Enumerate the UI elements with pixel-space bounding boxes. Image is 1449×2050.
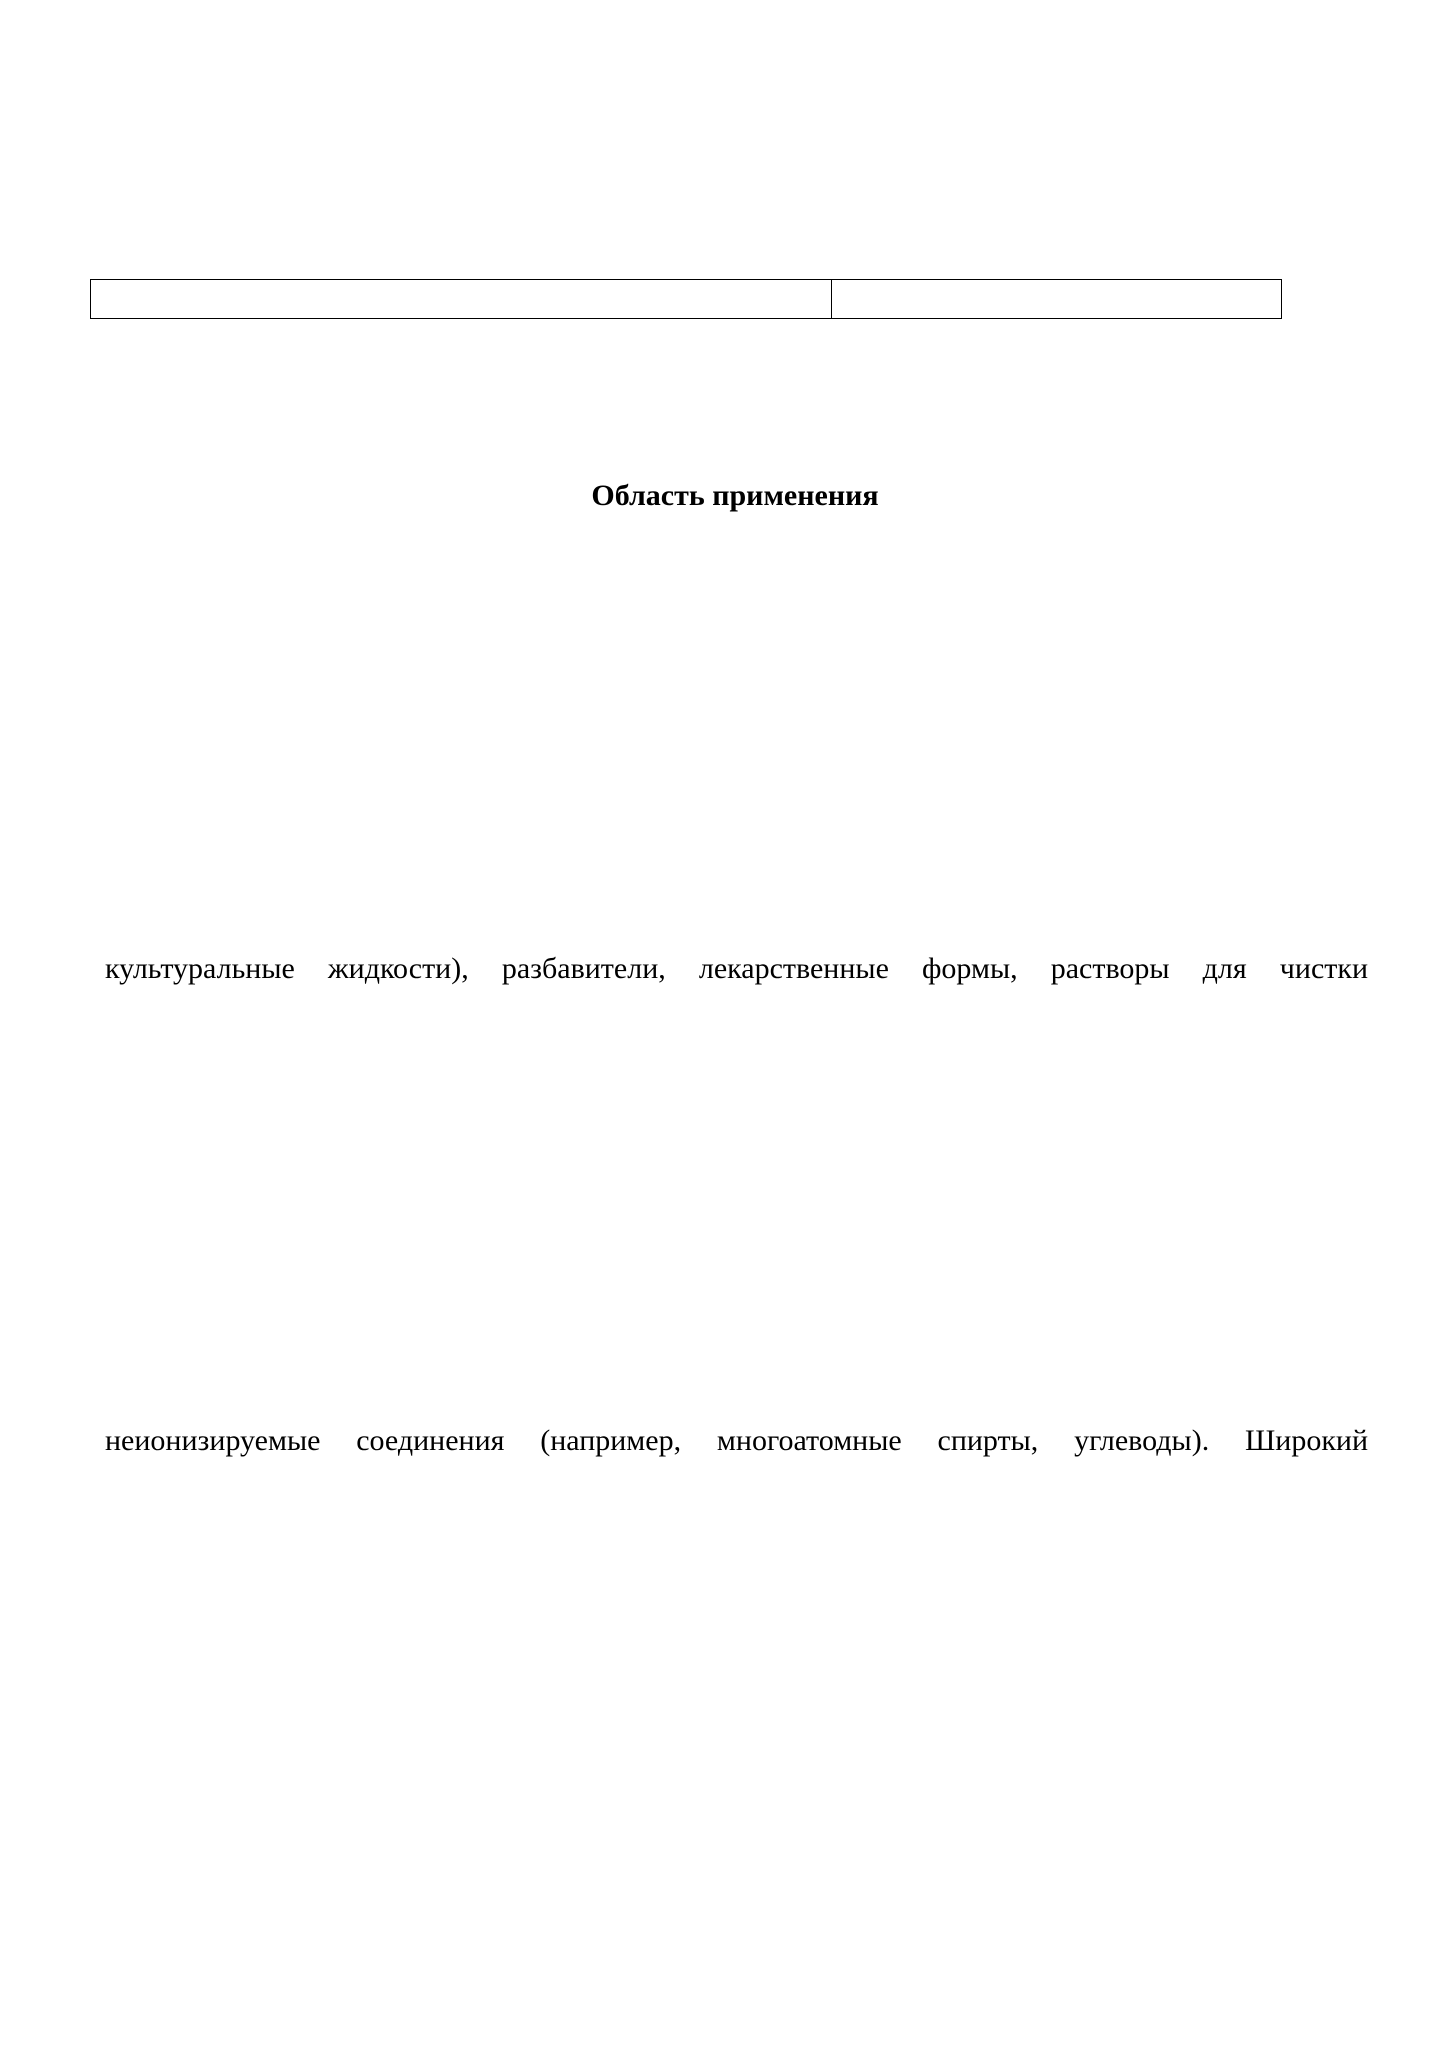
header-table-row bbox=[91, 280, 1282, 319]
header-table-cell-left bbox=[91, 280, 832, 319]
header-table bbox=[90, 279, 1282, 319]
section-heading: Область применения bbox=[591, 479, 879, 512]
body-text-line: неионизируемые соединения (например, многоатомные спирты, углеводы). Широкий bbox=[105, 1424, 1368, 1457]
header-table-cell-right bbox=[832, 280, 1282, 319]
body-text-line: культуральные жидкости), разбавители, лекарственные формы, растворы для чистки bbox=[105, 952, 1368, 985]
